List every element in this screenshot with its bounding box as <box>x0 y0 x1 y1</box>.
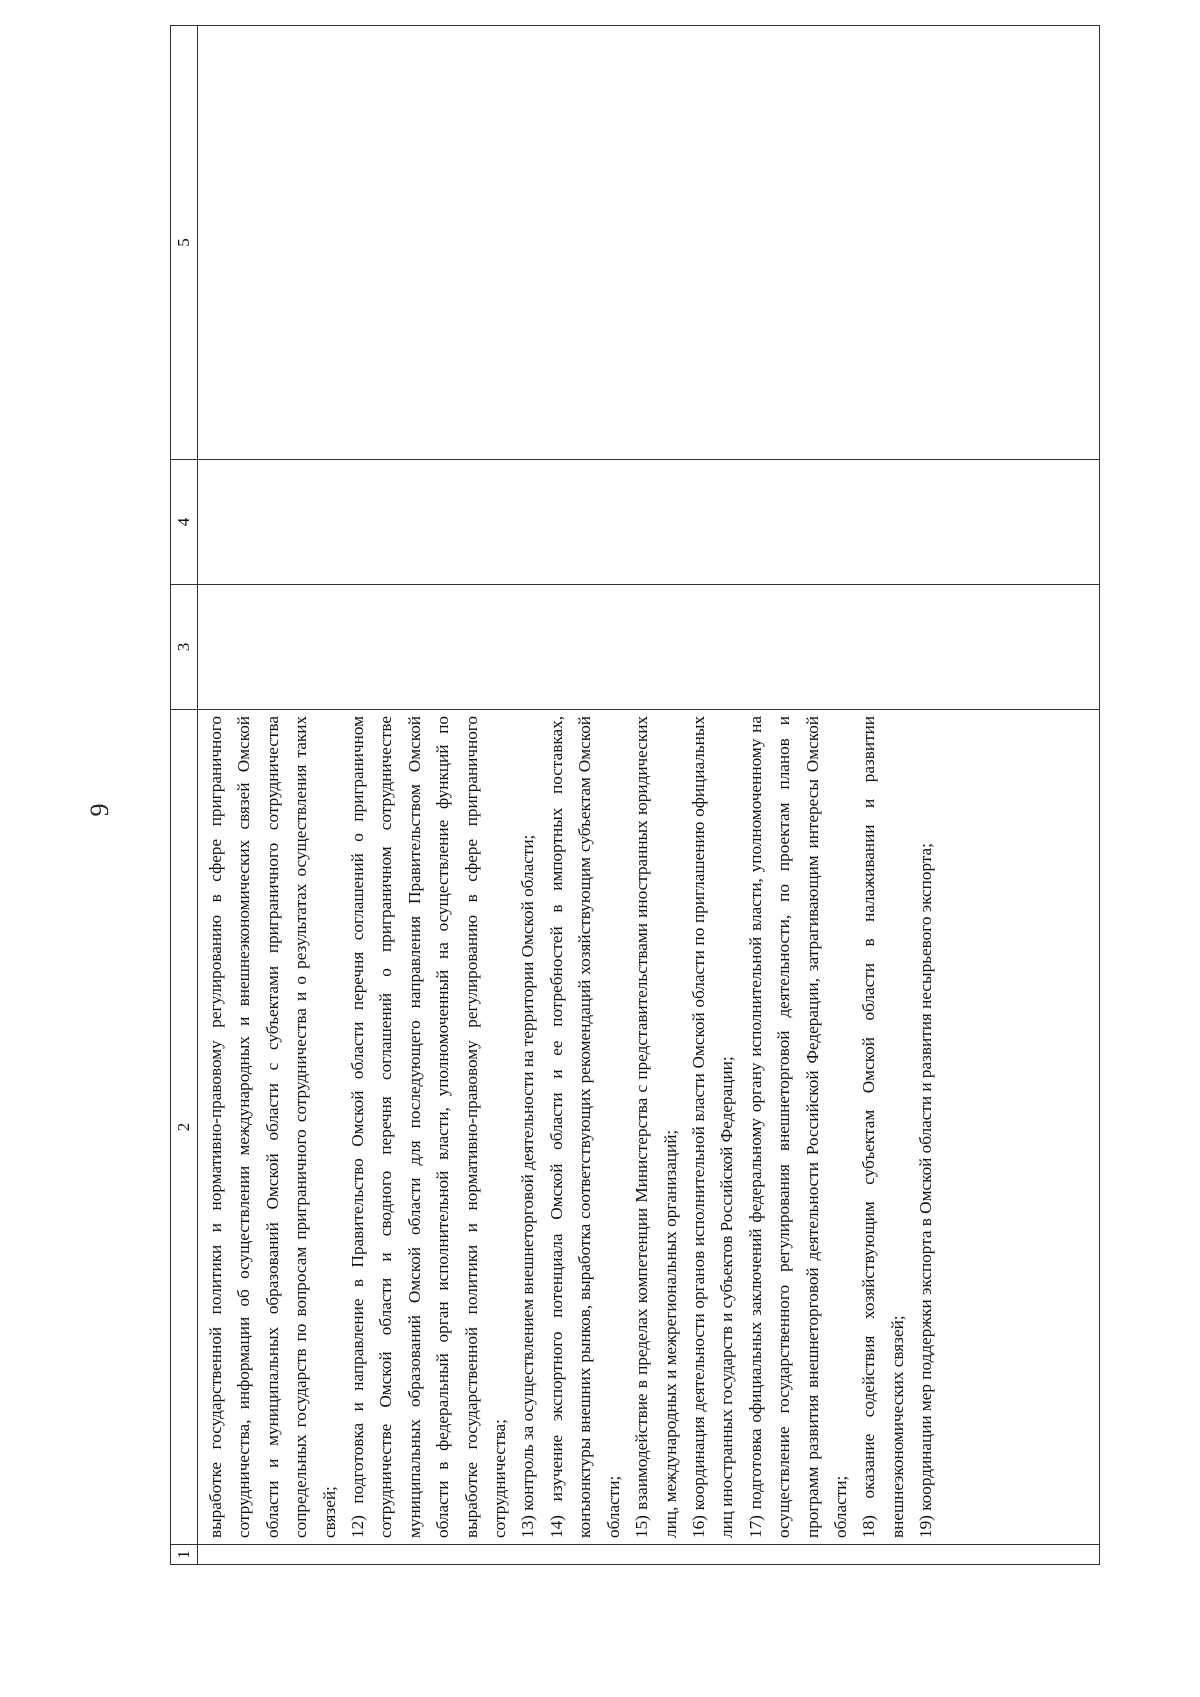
cell-col-3 <box>198 585 1100 710</box>
column-header-5: 5 <box>171 26 198 460</box>
page-number: 9 <box>85 803 114 817</box>
paragraph: 15) взаимодействие в пределах компетенции Министерства с представительствами иностранных юридических лиц, международных и межрегиональных организаций; <box>632 716 680 1538</box>
paragraph: 19) координации мер поддержки экспорта в Омской области и развития несырьевого экспорта; <box>916 843 936 1538</box>
column-header-1: 1 <box>171 1545 198 1565</box>
paragraph: 14) изучение экспортного потенциала Омской области и ее потребностей в импортных поставках, конъюнктуры внешних рынков, выработка соответствующих рекомендаций хозяйствующим субъектам Омской области; <box>546 716 623 1538</box>
cell-col-5 <box>198 26 1100 460</box>
paragraph: выработке государственной политики и нормативно-правовому регулированию в сфере приграничного сотрудничества, информации об осуществлении международных и внешнеэкономических связей Омской области и муниципальных образований Омской области с субъектами приграничного сотрудничества сопредельных государств по вопросам приграничного сотрудничества и о результатах осуществления таких связей; <box>206 716 339 1538</box>
table-header-row <box>171 26 198 1565</box>
paragraph: 16) координация деятельности органов исполнительной власти Омской области по приглашению официальных лиц иностранных государств и субъектов Российской Федерации; <box>688 716 737 1538</box>
rotated-table-container <box>170 25 1100 1565</box>
paragraph: 18) оказание содействия хозяйствующим субъектам Омской области в налаживании и развитии внешнеэкономических связей; <box>859 716 907 1538</box>
functions-text <box>198 710 945 1544</box>
cell-col-1 <box>198 1545 1100 1565</box>
column-header-2: 2 <box>171 710 198 1545</box>
paragraph: 13) контроль за осуществлением внешнеторговой деятельности на территории Омской области; <box>518 834 538 1538</box>
paragraph: 17) подготовка официальных заключений федеральному органу исполнительной власти, уполномоченному на осуществление государственного регулирования внешнеторговой деятельности, по проектам планов и программ развития внешнеторговой деятельности Российской Федерации, затрагивающим интересы Омской области; <box>745 716 850 1538</box>
cell-col-2 <box>198 710 1100 1545</box>
column-header-4: 4 <box>171 460 198 585</box>
paragraph: 12) подготовка и направление в Правительство Омской области перечня соглашений о приграничном сотрудничестве Омской области и сводного перечня соглашений о приграничном сотрудничестве муниципальных образований Омской области для последующего направления Правительством Омской области в федеральный орган исполнительной власти, уполномоченный на осуществление функций по выработке государственной политики и нормативно-правовому регулированию в сфере приграничного сотрудничества; <box>348 716 510 1538</box>
document-table <box>170 25 1100 1565</box>
cell-col-4 <box>198 460 1100 585</box>
table-row <box>198 26 1100 1565</box>
column-header-3: 3 <box>171 585 198 710</box>
